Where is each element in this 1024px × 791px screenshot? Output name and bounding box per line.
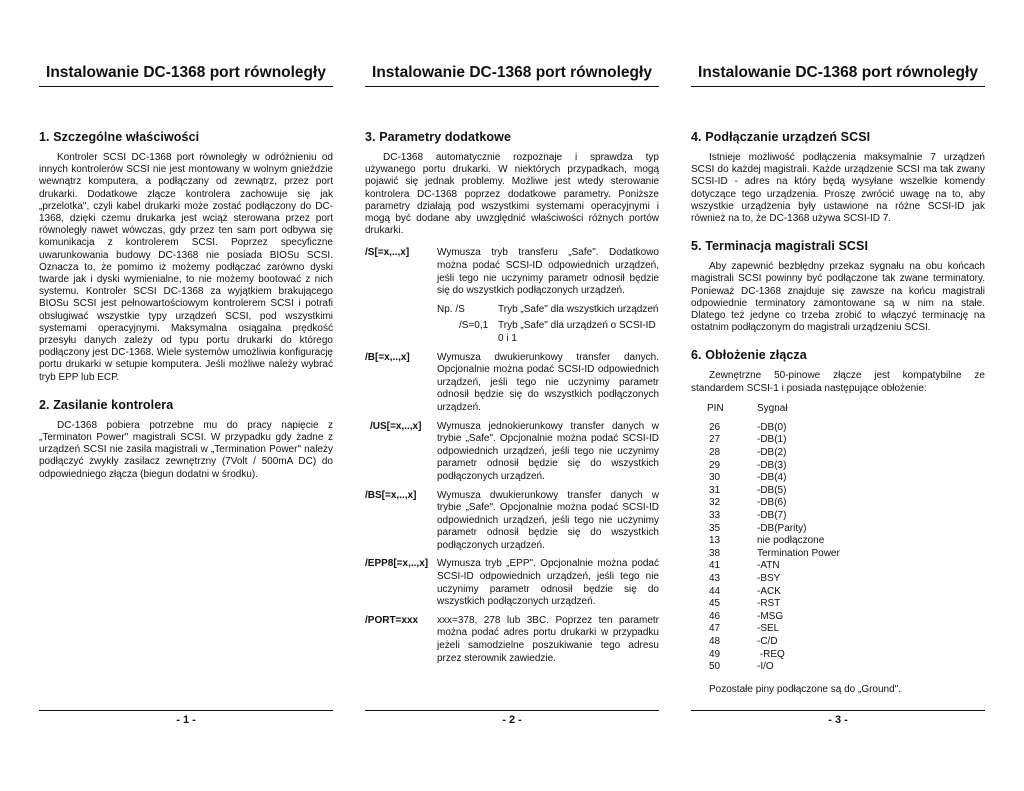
pin-signal: -I/O (757, 661, 774, 673)
pin-number: 46 (709, 610, 721, 622)
pin-row (691, 598, 985, 611)
pin-signal: -DB(0) (757, 421, 787, 433)
pin-number: 30 (709, 472, 721, 484)
param-desc: Wymusza tryb „EPP". Opcjonalnie można podać SCSI-ID odpowiednich urządzeń, jeśli tego nie uczynimy parametr odnosił będzie się do wszystkich podłączonych urządzeń. (437, 558, 659, 608)
param-key: /US[=x,..,x] (370, 420, 422, 432)
pin-number: 35 (709, 522, 721, 534)
section-heading: 2. Zasilanie kontrolera (39, 397, 174, 412)
pin-row (691, 523, 985, 536)
pin-signal: -DB(7) (757, 510, 787, 521)
pin-row (691, 497, 985, 510)
pin-row (691, 447, 985, 460)
pin-signal: -DB(1) (757, 434, 787, 446)
section-text: DC-1368 pobiera potrzebne mu do pracy napięcie z „Terminaton Power" magistrali SCSI. W przypadku gdy żadne z urządzeń SCSI nie zasila magistrali w „Termination Power" należy podłączyć zwykły zasilacz zewnętrzny (7Volt / 500mA DC) do odpowiedniego złącza (biegun dodatni w środku). (39, 419, 333, 480)
param-key: /EPP8[=x,..,x] (365, 558, 429, 570)
param-desc: Wymusza jednokierunkowy transfer danych w trybie „Safe". Opcjonalnie można podać SCSI-ID odpowiednich urządzeń, jeśli tego nie uczynimy parametr odnosił będzie się do wszystkich podłączonych urządzeń. (437, 420, 659, 482)
pin-number: 47 (709, 623, 721, 635)
param-row (365, 352, 659, 415)
pin-row (691, 485, 985, 498)
param-key: /BS[=x,..,x] (365, 489, 417, 501)
section-text: Kontroler SCSI DC-1368 port równoległy w odróżnieniu od innych kontrolerów SCSI nie jest montowany w wolnym gnieździe wewnątrz komputera, a podłączany od zewnątrz, przez port drukarki. Dodatkowe złącze kontrolera zachowuje się jak „przelotka", czyli kabel drukarki może zostać podłączony do DC-1368, dzięki czemu drukarka jest wciąż sterowana przez port równoległy nawet wówczas, gdy przez ten sam port odbywa się komunikacja z kontrolerem SCSI. Poprzez specyficzne uwarunkowania budowy DC-1368 nie posiada BIOSu SCSI. Oznacza to, że pomimo iż możemy podłączać zarówno dyski twarde jak i dyski wymienialne, to nie możemy bootować z nich systemu. Kontroler SCSI DC-1368 za wyjątkiem brakującego BIOSu SCSI jest pełnowartościowym kontrolerem SCSI i potrafi obsługiwać wszystkie typy urządzeń SCSI, pod wszystkimi systemami operacyjnymi. Maksymalna osiągalna prędkość przesyłu danych zależy od typu portu drukarki do którego podłączony jest DC-1368. Wiele systemów umożliwia konfigurację portu drukarki w setupie komputera. Jeśli możliwe należy wybrać tryb EPP lub ECP. (39, 152, 333, 383)
footer-divider (39, 710, 333, 711)
pin-signal: -MSG (757, 610, 784, 622)
param-key: /PORT=xxx (365, 614, 419, 626)
pin-number: 44 (709, 585, 721, 597)
pin-row (691, 661, 985, 674)
pin-number: 48 (709, 635, 721, 647)
param-key: /S[=x,..,x] (365, 247, 410, 259)
pin-number: 27 (709, 434, 721, 446)
section-heading: 4. Podłączanie urządzeń SCSI (691, 130, 871, 144)
page-1 (39, 0, 333, 791)
param-desc: Wymusza dwukierunkowy transfer danych w trybie „Safe". Opcjonalnie można podać SCSI-ID odpowiednich urządzeń, jeśli tego nie uczynimy parametr odnosił będzie się do wszystkich podłączonych urządzeń. (437, 489, 659, 551)
section-text: Aby zapewnić bezbłędny przekaz sygnału na obu końcach magistrali SCSI powinny być podłączone tak zwane terminatory. Ponieważ DC-1368 znajduje się zawsze na końcu magistrali odpowiednie terminatory zamontowane są w nim na stałe. Dlatego też jedyne co trzeba zrobić to włączyć terminację na ostatnim podłączonym do magistrali urządzeniu SCSI. (691, 261, 985, 334)
page-3 (691, 0, 985, 791)
pin-number: 50 (709, 661, 721, 673)
pin-signal: -DB(2) (757, 447, 787, 459)
title-divider (39, 86, 333, 87)
pin-number: 43 (709, 572, 721, 584)
pin-number: 45 (709, 598, 721, 610)
pin-column-header: PIN (707, 402, 724, 414)
pin-number: 38 (709, 547, 721, 559)
pin-signal: -REQ (757, 648, 785, 660)
pin-number: 49 (709, 648, 721, 660)
param-example (437, 320, 659, 345)
pin-signal: -BSY (757, 572, 781, 584)
pin-number: 29 (709, 459, 721, 471)
pin-row (691, 586, 985, 599)
section-heading: 5. Terminacja magistrali SCSI (691, 239, 869, 254)
pin-number: 41 (709, 560, 721, 572)
pin-row (691, 611, 985, 624)
pin-row (691, 548, 985, 561)
pin-signal: -DB(6) (757, 497, 787, 509)
title-divider (691, 86, 985, 87)
section-heading: 1. Szczególne właściwości (39, 130, 200, 144)
page-number: - 1 - (176, 714, 196, 726)
section-text: Zewnętrzne 50-pinowe złącze jest kompatybilne ze standardem SCSI-1 i posiada następujące obłożenie: (691, 370, 985, 394)
pin-number: 31 (709, 484, 721, 496)
param-row (365, 490, 659, 553)
param-key: /B[=x,..,x] (365, 351, 410, 363)
title-divider (365, 86, 659, 87)
pin-row (691, 434, 985, 447)
pin-row (691, 422, 985, 435)
footer-divider (691, 710, 985, 711)
param-example (437, 304, 659, 317)
pin-footer-note: Pozostałe piny podłączone są do „Ground". (709, 683, 902, 695)
pin-signal: -C/D (757, 635, 778, 647)
param-row (365, 558, 659, 608)
page-title: Instalowanie DC-1368 port równoległy (46, 64, 326, 81)
pin-row (691, 460, 985, 473)
pin-number: 13 (709, 535, 721, 547)
pin-signal: -ATN (757, 560, 780, 572)
pin-row (691, 472, 985, 485)
pin-row (691, 636, 985, 649)
pin-signal: -RST (757, 598, 781, 610)
signal-column-header: Sygnał (757, 402, 788, 414)
pin-number: 33 (709, 510, 721, 521)
pin-row (691, 535, 985, 548)
param-desc: Wymusza dwukierunkowy transfer danych. Opcjonalnie można podać SCSI-ID odpowiednich urządzeń, jeśli tego nie uczynimy parametr odnosił będzie się do wszystkich podłączonych urządzeń. (437, 351, 659, 413)
section-heading: 6. Obłożenie złącza (691, 348, 807, 363)
pin-signal: -DB(4) (757, 472, 787, 484)
page-number: - 3 - (828, 714, 848, 726)
example-desc: Tryb „Safe" dla urządzeń o SCSI-ID 0 i 1 (498, 320, 656, 344)
page-2 (365, 0, 659, 791)
pin-signal: -DB(5) (757, 484, 787, 496)
pin-number: 32 (709, 497, 721, 509)
pin-signal: -ACK (757, 585, 781, 597)
pin-table-header (691, 403, 985, 414)
footer-divider (365, 710, 659, 711)
param-row (365, 247, 659, 297)
page-number: - 2 - (502, 714, 522, 726)
pin-number: 28 (709, 447, 721, 459)
pin-number: 26 (709, 421, 721, 433)
example-key: Np. /S (437, 303, 465, 315)
section-text: DC-1368 automatycznie rozpoznaje i sprawdza typ używanego portu drukarki. W niektórych przypadkach, mogą pojawić się jednak problemy. Możliwe jest wtedy sterowanie kontrolera DC-1368 poprzez dodatkowe parametry. Poniższe parametry działają pod wszystkimi systemami operacyjnymi i mogą być dodane aby uwzględnić właściwości różnych portów drukarki. (365, 152, 659, 237)
pin-row (691, 623, 985, 636)
pin-row (691, 560, 985, 573)
param-desc: xxx=378, 278 lub 3BC. Poprzez ten parametr można podać adres portu drukarki w przypadku jeżeli samodzielne poszukiwanie tego adresu przez sterownik zawiedzie. (437, 614, 659, 664)
pin-row (691, 510, 985, 523)
pin-signal: nie podłączone (757, 535, 825, 547)
page-title: Instalowanie DC-1368 port równoległy (698, 64, 978, 81)
pin-signal: Termination Power (757, 547, 840, 559)
param-desc: Wymusza tryb transferu „Safe". Dodatkowo można podać SCSI-ID odpowiednich urządzeń, jeśli tego nie uczynimy parametr odnosił będzie się do wszystkich podłączonych urządzeń. (437, 247, 659, 297)
pin-signal: -SEL (757, 623, 780, 635)
pin-table (691, 422, 985, 674)
pin-row (691, 573, 985, 586)
param-row (365, 421, 659, 484)
section-text: Istnieje możliwość podłączenia maksymalnie 7 urządzeń SCSI do każdej magistrali. Każde urządzenie SCSI ma tak zwany SCSI-ID - adres na który będą wysyłane wszelkie komendy dotyczące tego urządzenia. Proszę zwrócić uwagę na to, aby wszystkie urządzenia były ustawione na różne SCSI-ID jak również na to, że DC-1368 używa SCSI-ID 7. (691, 152, 985, 225)
example-desc: Tryb „Safe" dla wszystkich urządzeń (498, 303, 659, 315)
page-title: Instalowanie DC-1368 port równoległy (372, 64, 652, 81)
section-heading: 3. Parametry dodatkowe (365, 130, 512, 144)
pin-signal: -DB(3) (757, 459, 787, 471)
pin-signal: -DB(Parity) (757, 522, 807, 534)
param-row (365, 615, 659, 665)
example-key: /S=0,1 (459, 320, 489, 332)
pin-row (691, 649, 985, 662)
